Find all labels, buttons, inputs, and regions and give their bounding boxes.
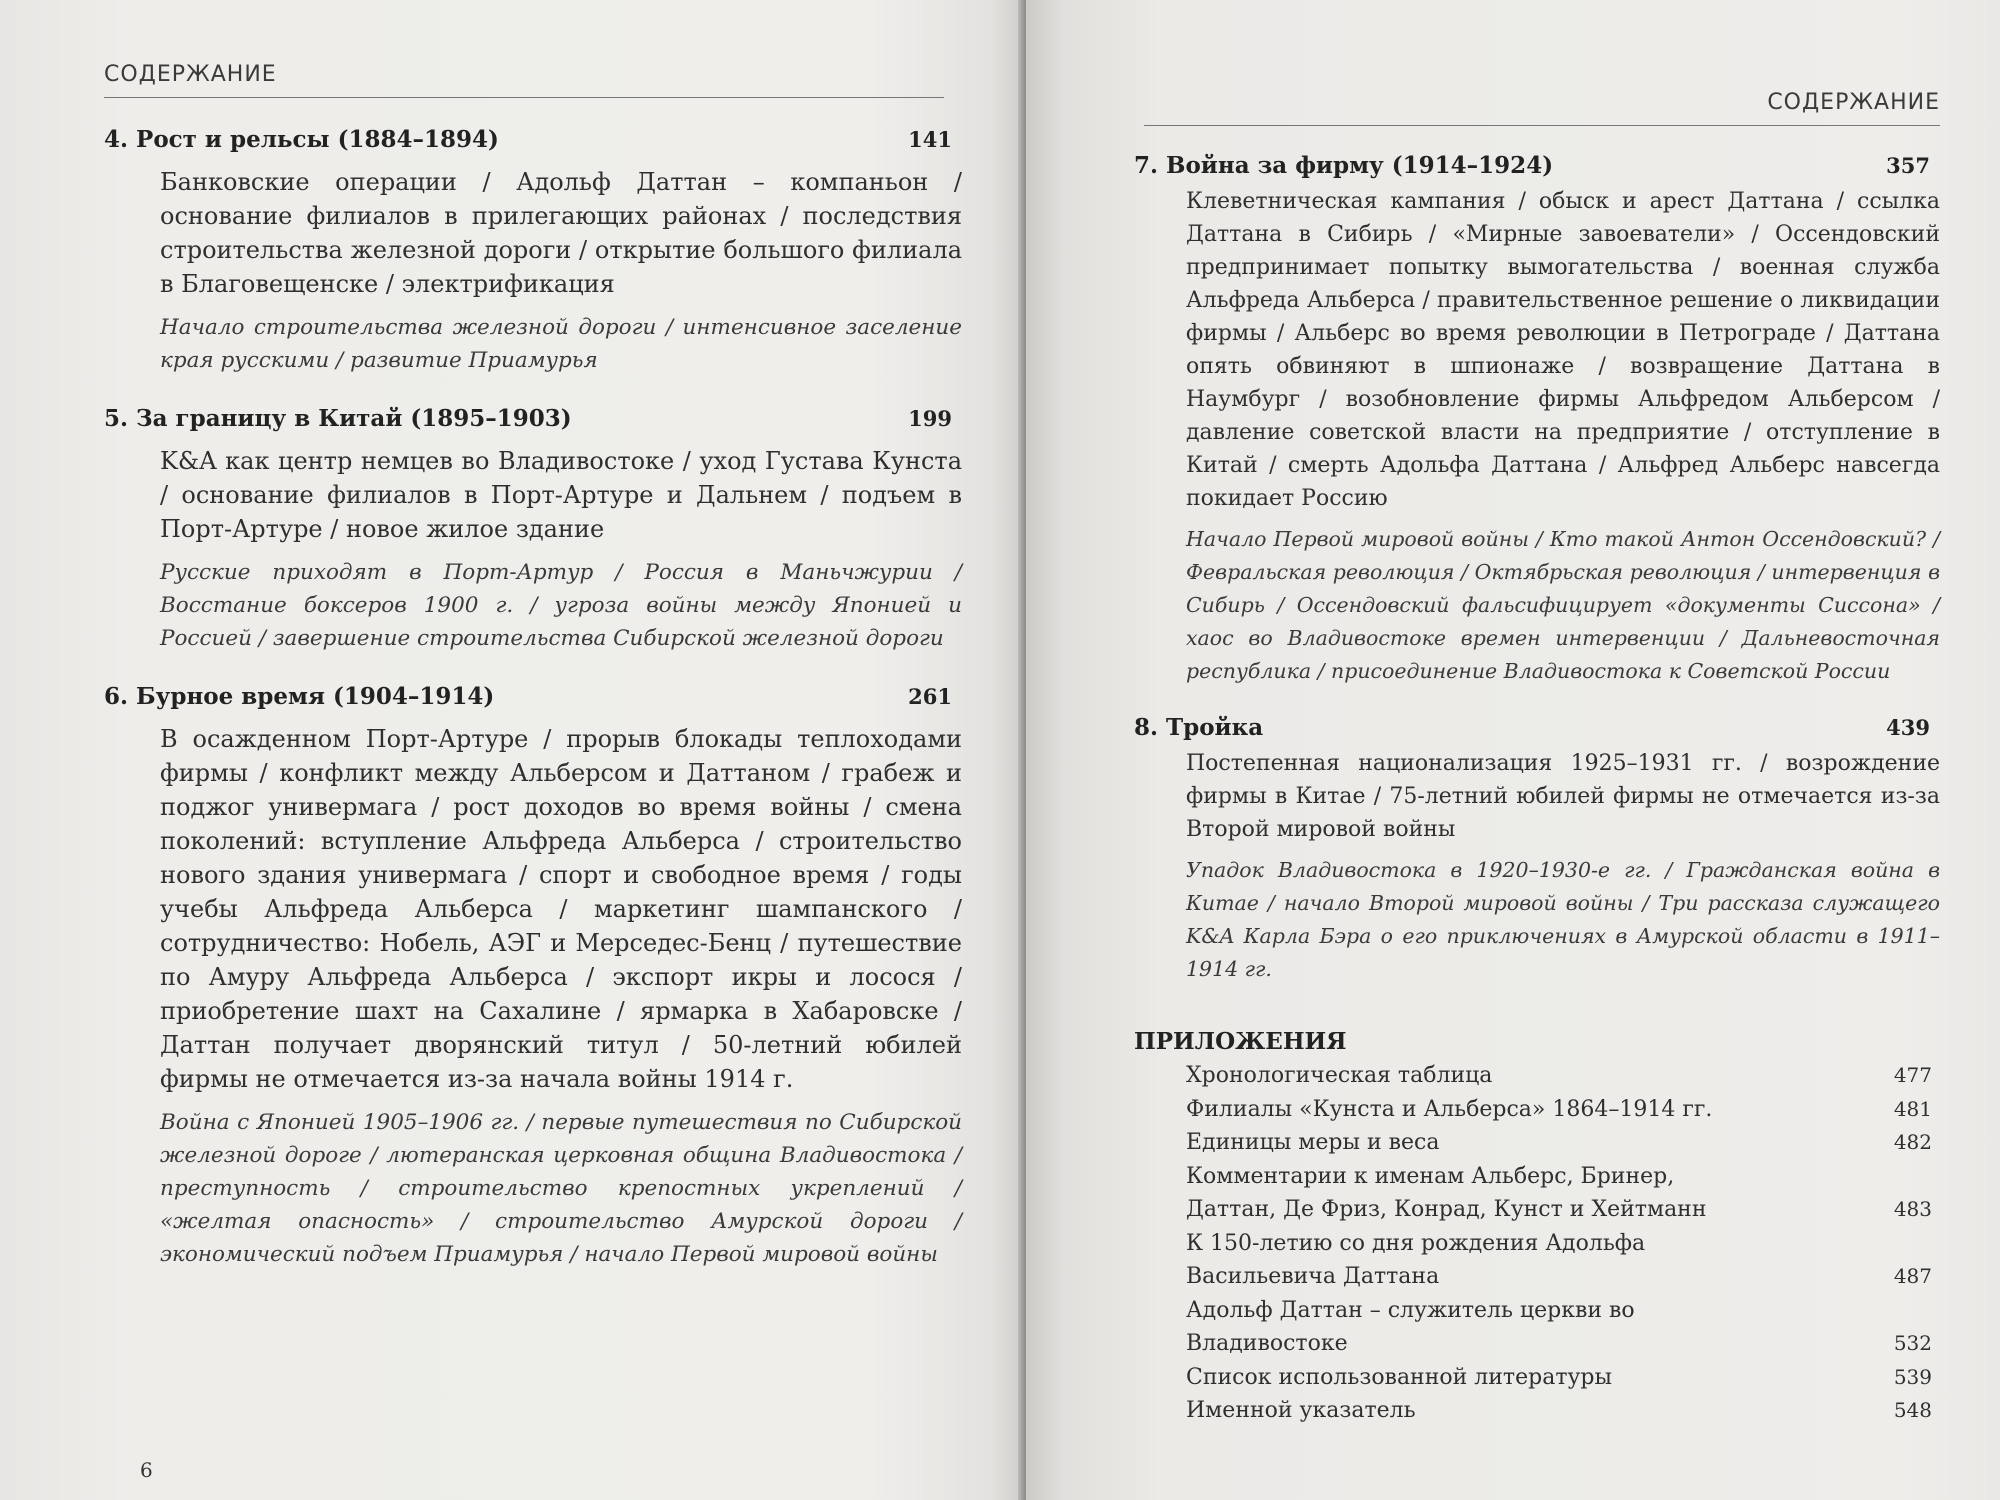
appendix-page-number: 548 xyxy=(1893,1398,1932,1422)
appendix-title: К 150-летию со дня рождения Адольфа Васильевича Даттана xyxy=(1186,1230,1646,1289)
appendix-item xyxy=(1186,1059,1940,1093)
chapter-page-number: 439 xyxy=(1886,715,1930,740)
chapter-historical-context: Война с Японией 1905–1906 гг. / первые путешествия по Сибирской железной дороге / лютеранская церковная община Владивостока / преступность / строительство крепостных укреплений / «желтая опасность» / строительство Амурской дороги / экономический подъем Приамурья / начало Первой мировой войны xyxy=(160,1110,962,1267)
appendix-page-number: 539 xyxy=(1893,1364,1932,1389)
chapter-historical-context: Русские приходят в Порт-Артур / Россия в Маньчжурии / Восстание боксеров 1900 г. / угроза войны между Японией и Россией / завершение строительства Сибирской железной дороги xyxy=(160,560,962,651)
appendix-item xyxy=(1186,1160,1940,1227)
chapter-topics: В осажденном Порт-Артуре / прорыв блокады теплоходами фирмы / конфликт между Альберсом и Даттаном / грабеж и поджог универмага / рост доходов во время войны / смена поколений: вступление Альфреда Альберса / строительство нового здания универмага / спорт и свободное время / годы учебы Альфреда Альберса / маркетинг шампанского / сотрудничество: Нобель, АЭГ и Мерседес-Бенц / путешествие по Амуру Альфреда Альберса / экспорт икры и лосося / приобретение шахт на Сахалине / ярмарка в Хабаровске / Даттан получает дворянский титул / 50-летний юбилей фирмы не отмечается из-за начала войны 1914 г. xyxy=(160,725,962,1093)
chapter-page-number: 141 xyxy=(908,127,952,152)
chapter-topics: Банковские операции / Адольф Даттан – компаньон / основание филиалов в прилегающих районах / последствия строительства железной дороги / открытие большого филиала в Благовещенске / электрификация xyxy=(160,168,962,298)
appendix-title: Комментарии к именам Альберс, Бринер, Даттан, Де Фриз, Конрад, Кунст и Хейтманн xyxy=(1186,1163,1707,1222)
appendix-item xyxy=(1186,1394,1940,1428)
chapter-page-number: 199 xyxy=(908,406,952,431)
appendix-item xyxy=(1186,1126,1940,1160)
chapter-historical-context: Начало Первой мировой войны / Кто такой Антон Оссендовский? / Февральская революция / Октябрьская революция / интервенция в Сибирь / Оссендовский фальсифицирует «документы Сиссона» / хаос во Владивостоке времен интервенции / Дальневосточная республика / присоединение Владивостока к Советской России xyxy=(1186,527,1940,683)
chapter-topics: Постепенная национализация 1925–1931 гг. / возрождение фирмы в Китае / 75-летний юбилей фирмы не отмечается из-за Второй мировой войны xyxy=(1186,751,1940,842)
appendix-title: Список использованной литературы xyxy=(1186,1364,1613,1390)
chapter-heading xyxy=(1134,152,1940,179)
chapter-title: 8. Тройка xyxy=(1134,714,1264,741)
appendix-item xyxy=(1186,1227,1940,1294)
chapter-heading xyxy=(1134,714,1940,741)
chapter-page-number: 261 xyxy=(908,684,952,709)
chapter-topics: Клеветническая кампания / обыск и арест Даттана / ссылка Даттана в Сибирь / «Мирные завоеватели» / Оссендовский предпринимает попытку вымогательства / военная служба Альфреда Альберса / правительственное решение о ликвидации фирмы / Альберс во время революции в Петрограде / Даттана опять обвиняют в шпионаже / возвращение Даттана в Наумбург / возобновление фирмы Альфредом Альберсом / давление советской власти на предприятие / отступление в Китай / смерть Адольфа Даттана / Альфред Альберс навсегда покидает Россию xyxy=(1186,189,1940,511)
chapter-title: 5. За границу в Китай (1895–1903) xyxy=(104,405,572,432)
chapter-historical-context: Упадок Владивостока в 1920–1930-е гг. / Гражданская война в Китае / начало Второй мировой войны / Три рассказа служащего K&A Карла Бэра о его приключениях в Амурской области в 1911–1914 гг. xyxy=(1186,858,1940,981)
chapter-heading xyxy=(104,126,962,153)
appendix-title: Адольф Даттан – служитель церкви во Владивостоке xyxy=(1186,1297,1635,1356)
chapter-heading xyxy=(104,683,962,710)
page-folio: 6 xyxy=(140,1458,153,1482)
appendix-page-number: 481 xyxy=(1893,1096,1932,1121)
appendix-page-number: 532 xyxy=(1893,1331,1932,1355)
appendix-page-number: 477 xyxy=(1893,1063,1932,1087)
chapter-5 xyxy=(104,405,962,655)
appendix-item xyxy=(1186,1093,1940,1127)
appendix-item xyxy=(1186,1294,1940,1361)
appendix-title: Единицы меры и веса xyxy=(1186,1130,1440,1155)
chapter-historical-context: Начало строительства железной дороги / интенсивное заселение края русскими / развитие Приамурья xyxy=(160,315,962,373)
chapter-8 xyxy=(1134,714,1940,986)
appendices-heading: ПРИЛОЖЕНИЯ xyxy=(1134,1028,1347,1055)
appendix-page-number: 487 xyxy=(1893,1264,1932,1288)
running-head: СОДЕРЖАНИЕ xyxy=(104,62,944,98)
chapter-title: 4. Рост и рельсы (1884–1894) xyxy=(104,126,499,153)
appendix-page-number: 482 xyxy=(1893,1130,1932,1154)
appendix-page-number: 483 xyxy=(1893,1197,1932,1221)
chapter-page-number: 357 xyxy=(1886,153,1930,178)
chapter-heading xyxy=(104,405,962,432)
appendix-title: Хронологическая таблица xyxy=(1186,1063,1493,1088)
chapter-title: 6. Бурное время (1904–1914) xyxy=(104,683,495,710)
chapter-title: 7. Война за фирму (1914–1924) xyxy=(1134,152,1554,179)
chapter-4 xyxy=(104,126,962,377)
appendix-item xyxy=(1186,1361,1940,1395)
chapter-6 xyxy=(104,683,962,1271)
appendices-list xyxy=(1186,1059,1940,1428)
chapter-7 xyxy=(1134,152,1940,688)
running-head: СОДЕРЖАНИЕ xyxy=(1144,90,1940,126)
chapter-topics: K&A как центр немцев во Владивостоке / уход Густава Кунста / основание филиалов в Порт-Артуре и Дальнем / подъем в Порт-Артуре / новое жилое здание xyxy=(160,447,962,543)
right-page xyxy=(1026,0,2000,1500)
appendix-title: Филиалы «Кунста и Альберса» 1864–1914 гг. xyxy=(1186,1096,1713,1122)
appendix-title: Именной указатель xyxy=(1186,1398,1416,1423)
